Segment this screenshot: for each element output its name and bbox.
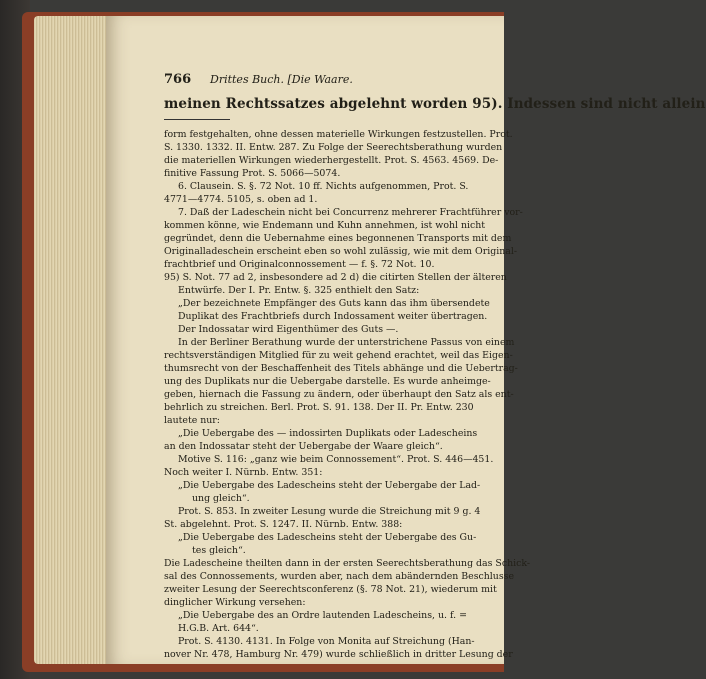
book-page [106, 16, 706, 664]
footnote-line: behrlich zu streichen. Berl. Prot. S. 91. 138. Der II. Pr. Entw. 230 [164, 402, 474, 413]
footnote-line: dinglicher Wirkung versehen: [164, 597, 306, 608]
running-head: Drittes Buch. [Die Waare. [210, 73, 353, 86]
footnote-line: 95) S. Not. 77 ad 2, insbesondere ad 2 d) die citirten Stellen der älteren [164, 272, 507, 283]
footnote-line: „Der bezeichnete Empfänger des Guts kann das ihm übersendete [178, 298, 490, 309]
footnote-line: sal des Connossements, wurden aber, nach dem abändernden Beschlusse [164, 571, 515, 582]
footnote-line: geben, hiernach die Fassung zu ändern, oder überhaupt den Satz als ent- [164, 389, 514, 400]
footnote-line: form festgehalten, ohne dessen materielle Wirkungen festzustellen. Prot. [164, 129, 513, 140]
footnote-line: In der Berliner Berathung wurde der unterstrichene Passus von einem [178, 337, 515, 348]
footnote-line: die materiellen Wirkungen wiederhergestellt. Prot. S. 4563. 4569. De- [164, 155, 499, 166]
footnote-line: Die Ladescheine theilten dann in der ersten Seerechtsberathung das Schick- [164, 558, 531, 569]
footnote-line: 4771—4774. 5105, s. oben ad 1. [164, 194, 318, 205]
footnote-line: H.G.B. Art. 644“. [178, 623, 259, 634]
footnote-line: ung des Duplikats nur die Uebergabe darstelle. Es wurde anheimge- [164, 376, 491, 387]
footnote-line: kommen könne, wie Endemann und Kuhn annehmen, ist wohl nicht [164, 220, 486, 231]
footnote-line: lautete nur: [164, 415, 220, 426]
footnote-line: gegründet, denn die Uebernahme eines begonnenen Transports mit dem [164, 233, 512, 244]
footnote-line: S. 1330. 1332. II. Entw. 287. Zu Folge der Seerechtsberathung wurden [164, 142, 503, 153]
footnote-line: Motive S. 116: „ganz wie beim Connossement“. Prot. S. 446—451. [178, 454, 494, 465]
footnote-line: ung gleich“. [192, 493, 250, 504]
footnote-line: „Die Uebergabe des an Ordre lautenden Ladescheins, u. f. = [178, 610, 467, 621]
footnote-line: 6. Clausein. S. §. 72 Not. 10 ff. Nichts aufgenommen, Prot. S. [178, 181, 469, 192]
footnote-line: Noch weiter I. Nürnb. Entw. 351: [164, 467, 323, 478]
text-block [164, 72, 706, 661]
footnote-line: an den Indossatar steht der Uebergabe der Waare gleich“. [164, 441, 443, 452]
footnote-line: Duplikat des Frachtbriefs durch Indossament weiter übertragen. [178, 311, 488, 322]
footnote-line: „Die Uebergabe des Ladescheins steht der Uebergabe der Lad- [178, 480, 481, 491]
footnote-line: rechtsverständigen Mitglied für zu weit gehend erachtet, weil das Eigen- [164, 350, 513, 361]
footnote-line: 7. Daß der Ladeschein nicht bei Concurrenz mehrerer Frachtführer vor- [178, 207, 523, 218]
footnote-line: Der Indossatar wird Eigenthümer des Guts —. [178, 324, 399, 335]
footnote-line: zweiter Lesung der Seerechtsconferenz (§. 78 Not. 21), wiederum mit [164, 584, 497, 595]
page-number: 766 [164, 72, 192, 87]
footnote-line: „Die Uebergabe des — indossirten Duplikats oder Ladescheins [178, 428, 478, 439]
footnote-line: Prot. S. 853. In zweiter Lesung wurde die Streichung mit 9 g. 4 [178, 506, 481, 517]
body-text-line: meinen Rechtssatzes abgelehnt worden 95). Indessen sind nicht allein [164, 96, 706, 112]
footnote-line: Entwürfe. Der I. Pr. Entw. §. 325 enthielt den Satz: [178, 285, 420, 296]
page-header [164, 72, 464, 87]
footnote-line: Originalladeschein erscheint eben so wohl zulässig, wie mit dem Original- [164, 246, 517, 257]
footnote-line: frachtbrief und Originalconnossement — f. §. 72 Not. 10. [164, 259, 435, 270]
footnotes [164, 128, 531, 661]
footnote-line: thumsrecht von der Beschaffenheit des Titels abhänge und die Uebertrag- [164, 363, 518, 374]
footnote-line: Prot. S. 4130. 4131. In Folge von Monita auf Streichung (Han- [178, 636, 475, 647]
footnote-line: St. abgelehnt. Prot. S. 1247. II. Nürnb. Entw. 388: [164, 519, 403, 530]
footnote-line: finitive Fassung Prot. S. 5066—5074. [164, 168, 341, 179]
footnote-line: tes gleich“. [192, 545, 246, 556]
footnote-line: nover Nr. 478, Hamburg Nr. 479) wurde schließlich in dritter Lesung der [164, 649, 513, 660]
footnote-line: „Die Uebergabe des Ladescheins steht der Uebergabe des Gu- [178, 532, 477, 543]
footnote-rule [164, 119, 230, 120]
